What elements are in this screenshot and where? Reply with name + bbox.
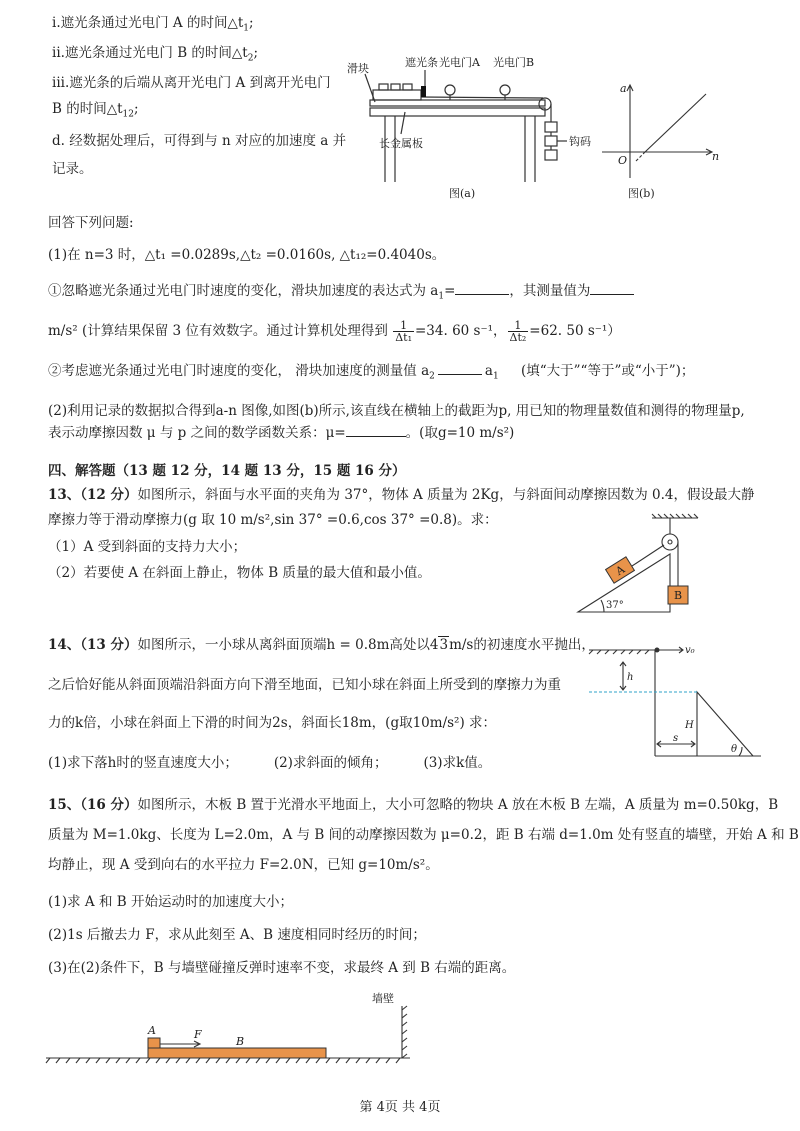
- page-footer: 第 4页 共 4页: [359, 1100, 441, 1115]
- figure-q14-projectile: [585, 640, 765, 766]
- answer-blank-compare[interactable]: [438, 362, 482, 375]
- q15-line4: (1)求 A 和 B 开始运动时的加速度大小；: [48, 894, 293, 910]
- axis-label-a: a: [620, 82, 627, 95]
- q13-line1: 13、（12 分）如图所示，斜面与水平面的夹角为 37°，物体 A 质量为 2Kg，与斜面间动摩擦因数为 0.4，假设最大静: [48, 487, 755, 503]
- answer-blank-value[interactable]: [590, 282, 634, 295]
- block-a: [148, 1038, 160, 1048]
- label-angle: 37°: [606, 600, 624, 611]
- label-wall: 墙壁: [372, 992, 394, 1005]
- q13-line2: 摩擦力等于滑动摩擦力(g 取 10 m/s²,sin 37° =0.6,cos 37° =0.8)。求：: [48, 512, 498, 528]
- label-h: h: [627, 672, 634, 683]
- q15-line5: (2)1s 后撤去力 F，求从此刻至 A、B 速度相同时经历的时间；: [48, 927, 426, 943]
- q12-part2-line1: (2)利用记录的数据拟合得到a-n 图像,如图(b)所示,该直线在横轴上的截距为p, 用已知的物理量数值和测得的物理量p,: [48, 403, 745, 419]
- label-block-b: B: [674, 589, 683, 602]
- incline: [697, 692, 753, 756]
- q13-line3: （1）A 受到斜面的支持力大小；: [48, 539, 247, 555]
- answer-blank-a1[interactable]: [455, 282, 509, 295]
- axis-label-n: n: [712, 150, 720, 163]
- step-ii: ii.遮光条通过光电门 B 的时间$\triangle t_2$;: [52, 45, 259, 64]
- q15-line1: 15、（16 分）如图所示，木板 B 置于光滑水平地面上，大小可忽略的物块 A 放在木板 B 左端，A 质量为 m=0.50kg，B: [48, 797, 779, 813]
- q14-line1: 14、（13 分）如图所示，一小球从离斜面顶端h = 0.8m高处以43m/s的初速度水平抛出，: [48, 637, 595, 653]
- label-H: H: [685, 720, 694, 731]
- step-d-line1: d. 经数据处理后，可得到与 n 对应的加速度 a 并: [52, 133, 347, 149]
- step-d-line2: 记录。: [52, 161, 93, 177]
- label-theta: θ: [731, 744, 738, 755]
- board-b: [148, 1048, 326, 1058]
- label-weights: 钩码: [569, 135, 591, 148]
- q12-comparison: ②考虑遮光条通过光电门时速度的变化， 滑块加速度的测量值 $a_2$ $a_1$ (填“大于”“等于”或“小于”)；: [48, 363, 695, 382]
- q12-units-line: m/s² (计算结果保留 3 位有效数字。通过计算机处理得到 $\frac{1}{\text{Δt₁}}$ =34. 60 s⁻¹， $\frac{1}{\text{Δt₂}}$ =62. 50 s⁻¹）: [48, 319, 621, 344]
- gate-b: [500, 85, 510, 95]
- figure-q13-incline: [570, 512, 700, 618]
- label-gate-b: 光电门B: [493, 56, 535, 69]
- q15-line2: 质量为 M=1.0kg、长度为 L=2.0m，A 与 B 间的动摩擦因数为 μ=0.2，距 B 右端 d=1.0m 处有竖直的墙壁，开始 A 和 B: [48, 827, 799, 843]
- q14-line2: 之后恰好能从斜面顶端沿斜面方向下滑至地面，已知小球在斜面上所受到的摩擦力为重: [48, 677, 561, 693]
- q14-line4: (1)求下落h时的竖直速度大小； (2)求斜面的倾角； (3)求k值。: [48, 755, 492, 771]
- track-rail: [370, 100, 545, 106]
- q12-part1-expression: ①忽略遮光条通过光电门时速度的变化，滑块加速度的表达式为 $a_1=$ ，其测量值为: [48, 282, 634, 306]
- step-iii-line1: iii.遮光条的后端从离开光电门 A 到离开光电门: [52, 75, 331, 91]
- figure-a-apparatus: [345, 52, 595, 202]
- q12-part2-line2: 表示动摩擦因数 μ 与 p 之间的数学函数关系：μ= 。(取g=10 m/s²): [48, 425, 515, 441]
- gate-a: [445, 85, 455, 95]
- metal-plate: [370, 108, 545, 116]
- label-plate: 长金属板: [379, 137, 423, 150]
- answer-intro: 回答下列问题:: [48, 215, 134, 231]
- label-a: A: [148, 1024, 156, 1037]
- label-b: B: [236, 1035, 245, 1048]
- slider-block: [373, 90, 421, 100]
- graph-line: [645, 94, 706, 152]
- answer-blank-mu[interactable]: [346, 424, 406, 437]
- step-i: i.遮光条通过光电门 A 的时间$\triangle t_1$;: [52, 15, 254, 34]
- q15-line6: (3)在(2)条件下，B 与墙壁碰撞反弹时速率不变，求最终 A 到 B 右端的距离。: [48, 960, 516, 976]
- caption-a: 图(a): [449, 187, 476, 200]
- q15-line3: 均静止，现 A 受到向右的水平拉力 F=2.0N，已知 g=10m/s²。: [48, 857, 439, 873]
- label-block-a: A: [613, 562, 628, 579]
- label-strip: 遮光条: [405, 56, 438, 69]
- section-heading: 四、解答题（13 题 12 分，14 题 13 分，15 题 16 分）: [48, 463, 406, 479]
- step-iii-line2: B 的时间$\triangle t_{12}$;: [52, 101, 139, 120]
- fraction-dt1: $\frac{1}{\text{Δt₁}}$: [395, 319, 412, 344]
- origin-label: O: [618, 154, 628, 167]
- label-f: F: [194, 1028, 202, 1041]
- figure-b-graph: [600, 80, 730, 202]
- q14-line3: 力的k倍，小球在斜面上下滑的时间为2s，斜面长18m，(g取10m/s²) 求：: [48, 715, 497, 731]
- label-s: s: [673, 733, 679, 744]
- label-v0: v₀: [685, 645, 695, 656]
- fraction-dt2: $\frac{1}{\text{Δt₂}}$: [509, 319, 527, 344]
- pulley: [662, 534, 678, 550]
- label-slider: 滑块: [347, 62, 369, 75]
- figure-q15-board: [40, 990, 430, 1066]
- q12-part1: (1)在 n=3 时，△t₁ =0.0289s,△t₂ =0.0160s, △t₁₂=0.4040s。: [48, 247, 446, 263]
- q13-line4: （2）若要使 A 在斜面上静止，物体 B 质量的最大值和最小值。: [48, 565, 431, 581]
- label-gate-a: 光电门A: [439, 56, 480, 69]
- caption-b: 图(b): [628, 187, 655, 200]
